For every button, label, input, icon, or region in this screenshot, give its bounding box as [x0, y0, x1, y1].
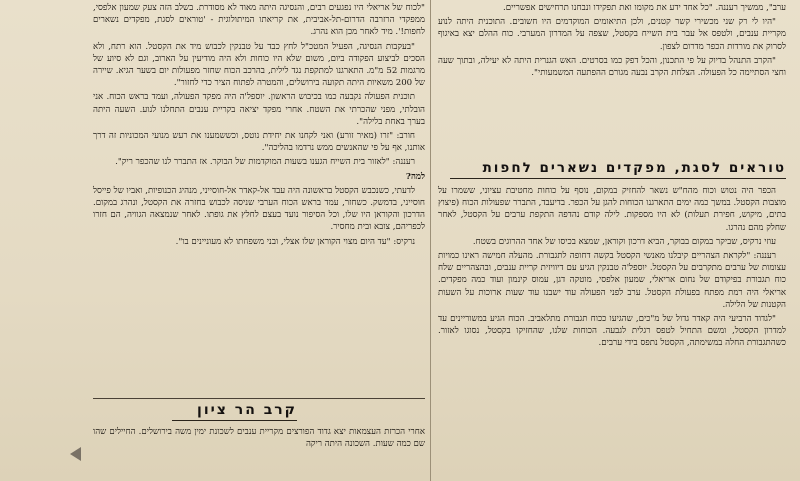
paragraph: לדעתי, כשנכבש הקסטל בראשונה היה עבד אל-קאדר אל-חוסייני, מנהיג הכנופיות, ואביו של פייסל חוסייני, בדמשק. כשחזר, עמד בראש הכוח הערבי שניסה לכבוש בחזרה את הקסטל, ונהרג במקום. הדרכון והקוראן היו שלו, וכל הסיפור נועד בעצם לחלץ את גופתו. לאחר שנמצאה הגוויה, הם חזרו לכפריהם, צובא ובית מחסיר. [93, 185, 425, 233]
section-heading-mount-zion: קרב הר ציון [172, 402, 297, 421]
paragraph: "לכוח של אריאלי היו נפגעים רבים, והנסיגה היתה מאוד לא מסודרת. בשלב הזה צעק שמעון אלפסי, ממפקדי הרזרבה הדרום-תל-אביבית, את קריאתו המיתולוגית - 'טוראים לסגת, מפקדים נשארים לחפות!'. מיד לאחר מכן הוא נהרג. [93, 3, 425, 38]
section-rule [93, 398, 425, 399]
right-column-bottom [438, 185, 786, 352]
paragraph: רעננה: "לאזור בית השייח הגענו בשעות המוקדמות של הבוקר. אז התברר לנו שהכפר ריק". [115, 157, 415, 168]
left-column [93, 2, 425, 250]
right-column-top [438, 2, 786, 81]
paragraph: נרקיס: "עד היום מצוי הקוראן שלו אצלי, ובני משפחתו לא מעוניינים בו". [175, 236, 415, 247]
paragraph: "בעקבות הנסיגה, הפעיל המטכ"ל לחץ כבד על טבנקין לכבוש מיד את הקסטל. הוא רתח, ולא הסכים לביצוע הפקודה ביום, משום שלא היו כוחות ולא היה מודיעין על הארוב, וגם לא סיוע של מרגמות 52 מ"מ. התארגנו למתקפת נגד לילית, בהרכב הכוח שחזר מפעולות יום בשער הגיא. שיירה של 200 משאיות היתה תקועה בירושלים, והמטרה לפתוח הציר כדי לחזור". [93, 41, 426, 89]
column-divider [430, 0, 431, 481]
paragraph: עוזי נרקיס, שביקר במקום בבוקר, הביא דרכון וקוראן, שמצא בכיסו של אחד ההרוגים בשטח. [472, 236, 776, 247]
paragraph: רעננה: "לקראת הצהריים קיבלנו מאנשי הקסטל בקשה דחופה לתגבורת. מהעלה חמישה ראינו כמויות עצומות של ערבים מתקרבים על הקסטל. יוספל'ה טבנקין הגיע עם דיוויזית קריית ענבים, ובהצהריים שלח כוח תגבורת בפיקודם של נחום אריאלי, שמעון אלפסי, מוטקה דגן, עמוס קינמון ועוד כמה מפקדים. אריאלי היה רמת מפתח בפעולת הקסטל. ערב לפני הפעולה עוד ישבנו עוד שעות ארוכות על השעות הקטנות של הלילה. [438, 251, 786, 310]
paragraph: חורב: "זרו (מאיר זורע) ואני לקחנו את יחידת נוטס, וכששמענו את רעש מנועי המכוניות זה דרך אותנו, אף על פי שהאנשים ממש נרדמו בהליכה". [93, 131, 425, 154]
paragraph: ערב", ממשיך רעננה. "כל אחד ידע את מקומו ואת תפקידו ונבחנו תרחישים אפשריים. [503, 3, 786, 13]
previous-page-arrow-icon[interactable] [70, 447, 81, 461]
question-line: למה? [405, 171, 425, 182]
paragraph: הכפר היה נטוש וכוח מהח"ש נשאר להחזיק במקום, נוסף על כוחות מחטיבת עציוני, ששמרו על מוצבות הקסטל. במשך כמה ימים התארגנו הכוחות להגן על הכפר. בדיעבד, התברר שפעולות הכוח (פיצוץ בתים, מיקוש, חפירת תעלות) לא היו מספקות. לילה קודם נהדפה התקפת ערבים על הקסטל, לאחר שחלק מהם נהרגו. [438, 186, 786, 233]
paragraph: "היו לי רק שני מכשירי קשר קטנים, ולכן התיאומים המוקדמים היו חשובים. התוכנית היתה לנוע מקריית ענבים, ולטפס אל עבר בית השייח בקסטל, שצפה על המדרון המערבי. כוח ההלם יצא באיגוף לסרוק את מורדות הכפר מדרום לצפון. [438, 17, 786, 52]
left-column-bottom [93, 426, 425, 452]
paragraph: תוכנית הפעולה נקבעה כמו בכיבוש הראשון. יוספל'ה היה מפקד הפעולה, ועמד בראש הכוח. אני הובלתי, מפני שהכרתי את השטח. אחרי מפקד יציאה בקריית ענבים התחלנו לנוע. השעה היתה בערך באחת בלילה". [93, 92, 425, 127]
section-heading-retreat: טוראים לסגת, מפקדים נשארים לחפות [450, 160, 786, 179]
paragraph: "לגדוד הרביעי היה קאדר גדול של מ"כים, שהגיעו ככוח תגבורת מתלאביב. הכוח הגיע במשוריינים עד למדרון הקסטל, ומשם התחיל לטפס רגלית לגבעה. הכוחות שלנו, שהחזיקו בקסטל, נסוגו לאזור. כשהתגבורת החלה במשימתה, הקסטל נתפס בידי ערבים. [438, 314, 786, 349]
paragraph: אחרי הכרזת העצמאות יצא גדוד הפורצים מקריית ענבים לשכונת ימין משה בירושלים. החיילים שהו שם כמה שעות. השכונה היתה ריקה [93, 427, 425, 450]
paragraph: "הקרב התנהל בדיוק על פי התכנון, והכל דפק כמו בסרטים. האש הגנרית היתה לא יעילה, ובתוך שעה וחצי הסתיימה כל הפעולה. הצלחת הקרב נבעה מגורם ההפתעה המשמעותי". [438, 55, 786, 79]
